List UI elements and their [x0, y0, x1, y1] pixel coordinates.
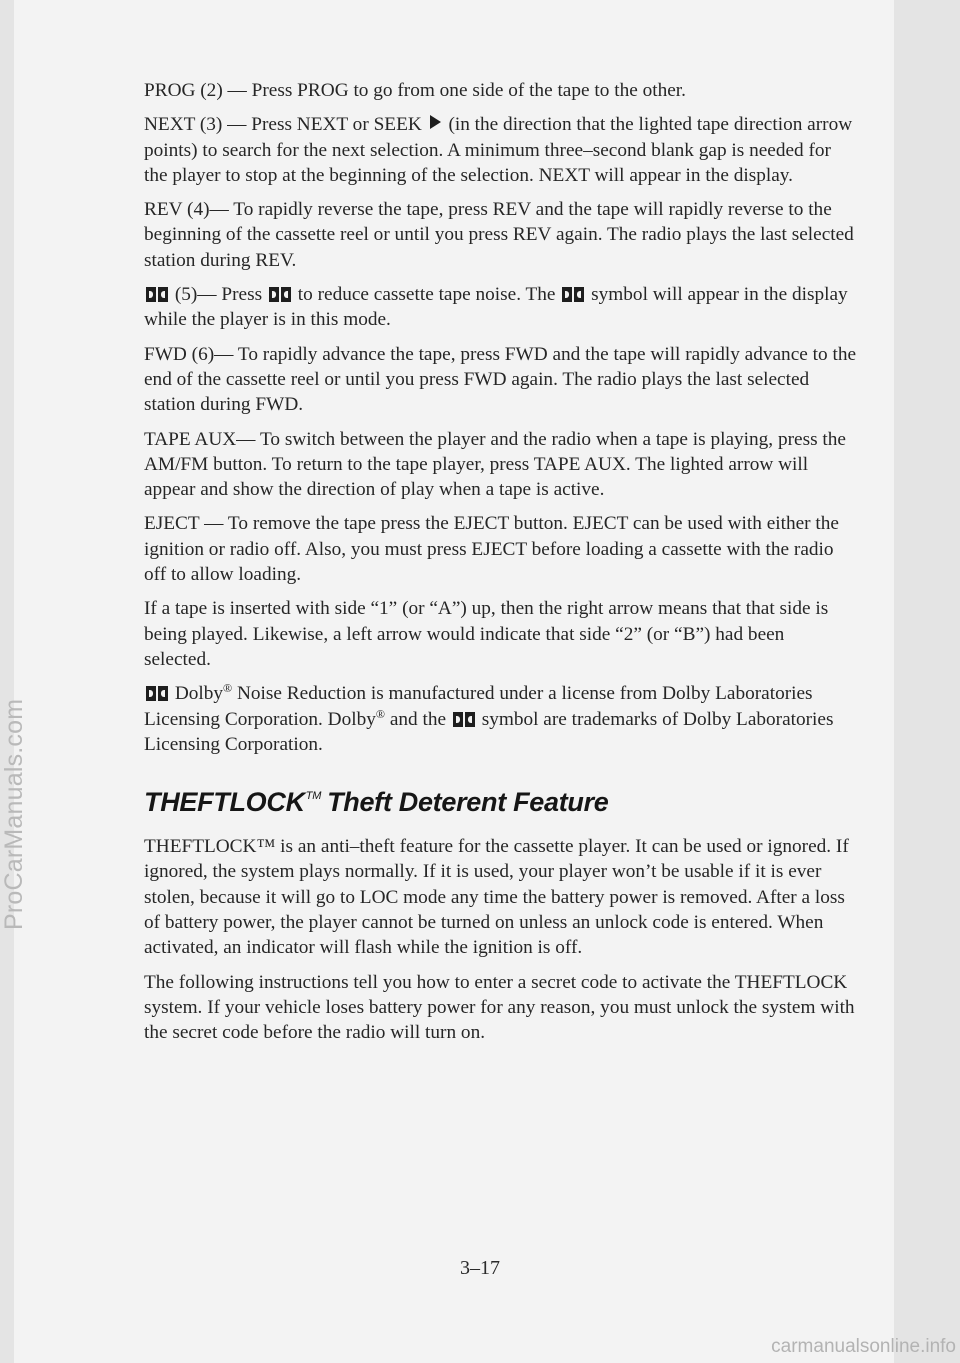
dolby-double-d-icon: [269, 287, 291, 302]
theftlock-intro-paragraph: THEFTLOCK™ is an anti–theft feature for the cassette player. It can be used or ignored. If ignored, the system plays normally. If it is used, your player won’t be usable if it is ever stolen, because it will go to LOC mode any time the battery power is removed. After a loss of battery power, the player cannot be turned on unless an unlock code is entered. When activated, an indicator will flash while the ignition is off.: [144, 836, 849, 959]
registered-mark: ®: [223, 681, 233, 696]
dolby-double-d-icon: [562, 287, 584, 302]
dolby-paragraph: [144, 282, 856, 333]
dolby-double-d-icon: [453, 712, 475, 727]
next-text-1: NEXT (3) — Press NEXT or SEEK: [144, 114, 422, 136]
tape-side-paragraph: If a tape is inserted with side “1” (or “A”) up, then the right arrow means that that side is being played. Likewise, a left arrow would indicate that side “2” (or “B”) had been selected.: [144, 598, 829, 670]
footer-watermark: carmanualsonline.info: [771, 1336, 956, 1357]
fwd-paragraph: FWD (6)— To rapidly advance the tape, press FWD and the tape will rapidly advance to the end of the cassette reel or until you press FWD again. The radio plays the last selected station during FWD.: [144, 343, 857, 416]
page-content: [144, 78, 856, 1055]
theftlock-instructions-paragraph: The following instructions tell you how to enter a secret code to activate the THEFTLOCK system. If your vehicle loses battery power for any reason, you must unlock the system with the secret code before the radio will turn on.: [144, 971, 855, 1044]
dolby-text-1: (5)— Press: [174, 284, 263, 306]
dolby-double-d-icon: [146, 287, 168, 302]
manual-page: [14, 0, 894, 1363]
dolby-text-3: symbol will appear in the display while the player is in this mode.: [144, 284, 848, 331]
next-paragraph: [144, 112, 856, 188]
registered-mark: ®: [375, 706, 385, 721]
eject-paragraph: EJECT — To remove the tape press the EJECT button. EJECT can be used with either the ignition or radio off. Also, you must press EJECT before loading a cassette with the radio off to allow loading.: [144, 513, 839, 586]
page-number: 3–17: [460, 1257, 500, 1279]
section-heading: [144, 780, 856, 818]
heading-title: Theft Deterent Feature: [327, 787, 609, 818]
trademark-symbol: TM: [305, 790, 322, 803]
heading-brand: THEFTLOCK: [144, 787, 305, 818]
trademark-text-4: symbol are trademarks of Dolby Laboratories Licensing Corporation.: [144, 708, 834, 755]
dolby-double-d-icon: [146, 686, 168, 701]
next-text-2: (in the direction that the lighted tape direction arrow points) to search for the next selection. A minimum three–second blank gap is needed for the player to stop at the beginning of the selection. NEXT will appear in the display.: [144, 114, 853, 186]
trademark-text-2: Noise Reduction is manufactured under a license from Dolby Laboratories Licensing Corporation. Dolby: [144, 683, 813, 730]
rev-paragraph: REV (4)— To rapidly reverse the tape, press REV and the tape will rapidly reverse to the beginning of the cassette reel or until you press REV again. The radio plays the last selected station during REV.: [144, 199, 854, 271]
right-arrow-icon: [430, 115, 441, 129]
trademark-text-1: Dolby: [174, 683, 224, 705]
trademark-paragraph: [144, 681, 856, 757]
dolby-text-2: to reduce cassette tape noise. The: [297, 284, 556, 306]
prog-paragraph: PROG (2) — Press PROG to go from one side of the tape to the other.: [144, 80, 686, 101]
trademark-text-3: and the: [389, 708, 447, 730]
side-watermark: ProCarManuals.com: [0, 698, 28, 930]
tape-aux-paragraph: TAPE AUX— To switch between the player and the radio when a tape is playing, press the AM/FM button. To return to the tape player, press TAPE AUX. The lighted arrow will appear and show the direction of play when a tape is active.: [144, 428, 846, 501]
